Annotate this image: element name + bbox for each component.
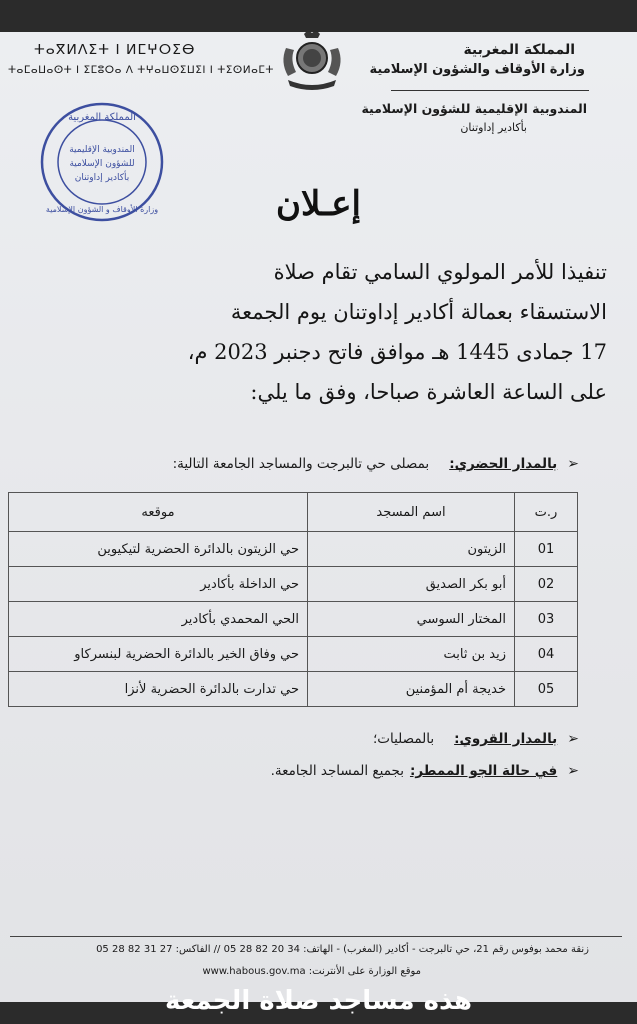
table-row [9, 637, 578, 672]
row-location: حي الداخلة بأكادير [9, 567, 308, 602]
image-caption: هذه مساجد صلاة الجمعة [164, 986, 473, 1016]
row-mosque-name: المختار السوسي [308, 602, 515, 637]
row-location: حي الزيتون بالدائرة الحضرية لتيكيوين [9, 532, 308, 567]
arrow-bullet-icon: ➢ [567, 763, 579, 779]
row-location: حي وفاق الخير بالدائرة الحضرية لبنسركاو [9, 637, 308, 672]
stamp-outer-bottom: وزارة الأوقاف و الشؤون الإسلامية [45, 205, 159, 214]
row-num: 04 [515, 637, 578, 672]
rain-text: بجميع المساجد الجامعة. [270, 763, 404, 779]
body-line-4: على الساعة العاشرة صباحا، وفق ما يلي: [250, 380, 607, 404]
rural-text: بالمصليات؛ [372, 731, 435, 747]
body-line-1: تنفيذا للأمر المولوي السامي تقام صلاة [273, 260, 607, 284]
urban-section [173, 456, 579, 472]
row-mosque-name: خديجة أم المؤمنين [308, 672, 515, 707]
document-page [0, 32, 637, 1002]
table-header-row [9, 493, 578, 532]
table-row [9, 567, 578, 602]
mosques-table [8, 492, 578, 707]
footer-divider [10, 936, 622, 937]
header-city: بأكادير إداوتنان [460, 121, 527, 134]
announcement-title: إعـلان [276, 184, 361, 224]
header-location: موقعه [9, 493, 308, 532]
header-ministry: وزارة الأوقاف والشؤون الإسلامية [369, 62, 585, 77]
urban-text: بمصلى حي تالبرجت والمساجد الجامعة التالية: [172, 456, 430, 472]
tifinagh-ministry: ⵜⴰⵎⴰⵡⴰⵙⵜ ⵏ ⵉⵎⵓⵔⴰ ⴷ ⵜⵖⴰⵡⵙⵉⵡⵉⵏ ⵏ ⵜⵉⵙⵍⴰⵎⵜ [8, 64, 274, 76]
row-num: 02 [515, 567, 578, 602]
table-row [9, 532, 578, 567]
header-divider [391, 90, 589, 91]
stamp-inner-3: بأكادير إداوتنان [74, 173, 130, 183]
stamp-inner-1: المندوبية الإقليمية [69, 145, 135, 155]
rain-label: في حالة الجو الممطر: [409, 763, 558, 779]
stamp-inner-2: للشؤون الإسلامية [69, 159, 135, 169]
header-mosque-name: اسم المسجد [308, 493, 515, 532]
rural-label: بالمدار القروي: [454, 731, 558, 747]
row-location: حي تدارت بالدائرة الحضرية لأنزا [9, 672, 308, 707]
table-row [9, 602, 578, 637]
header-num: ر.ت [515, 493, 578, 532]
header-kingdom: المملكة المغربية [463, 42, 575, 58]
table-row [9, 672, 578, 707]
row-num: 03 [515, 602, 578, 637]
stamp-outer-top: المملكة المغربية [68, 112, 136, 123]
footer-website: موقع الوزارة على الأنترنت: www.habous.gov.ma [202, 966, 421, 977]
body-line-3: 17 جمادى 1445 هـ موافق فاتح دجنبر 2023 م، [187, 340, 607, 364]
row-mosque-name: أبو بكر الصديق [308, 567, 515, 602]
row-mosque-name: الزيتون [308, 532, 515, 567]
row-num: 05 [515, 672, 578, 707]
row-mosque-name: زيد بن ثابت [308, 637, 515, 672]
row-location: الحي المحمدي بأكادير [9, 602, 308, 637]
tifinagh-kingdom: ⵜⴰⴳⵍⴷⵉⵜ ⵏ ⵍⵎⵖⵔⵉⴱ [34, 42, 196, 58]
moroccan-coat-of-arms-icon [274, 32, 350, 94]
rain-section [271, 763, 579, 779]
urban-label: بالمدار الحضري: [449, 456, 558, 472]
header-delegation: المندوبية الإقليمية للشؤون الإسلامية [361, 101, 587, 116]
body-line-2: الاستسقاء بعمالة أكادير إداوتنان يوم الجمعة [230, 300, 607, 324]
arrow-bullet-icon: ➢ [567, 731, 579, 747]
rural-section [373, 731, 579, 747]
footer-address: زنقة محمد بوفوس رقم 21، حي تالبرجت - أكادير (المغرب) - الهاتف: 34 20 82 28 05 // الفاكس: 27 31 82 28 05 [96, 944, 589, 955]
arrow-bullet-icon: ➢ [567, 456, 579, 472]
screen-top-bar [0, 0, 637, 32]
row-num: 01 [515, 532, 578, 567]
